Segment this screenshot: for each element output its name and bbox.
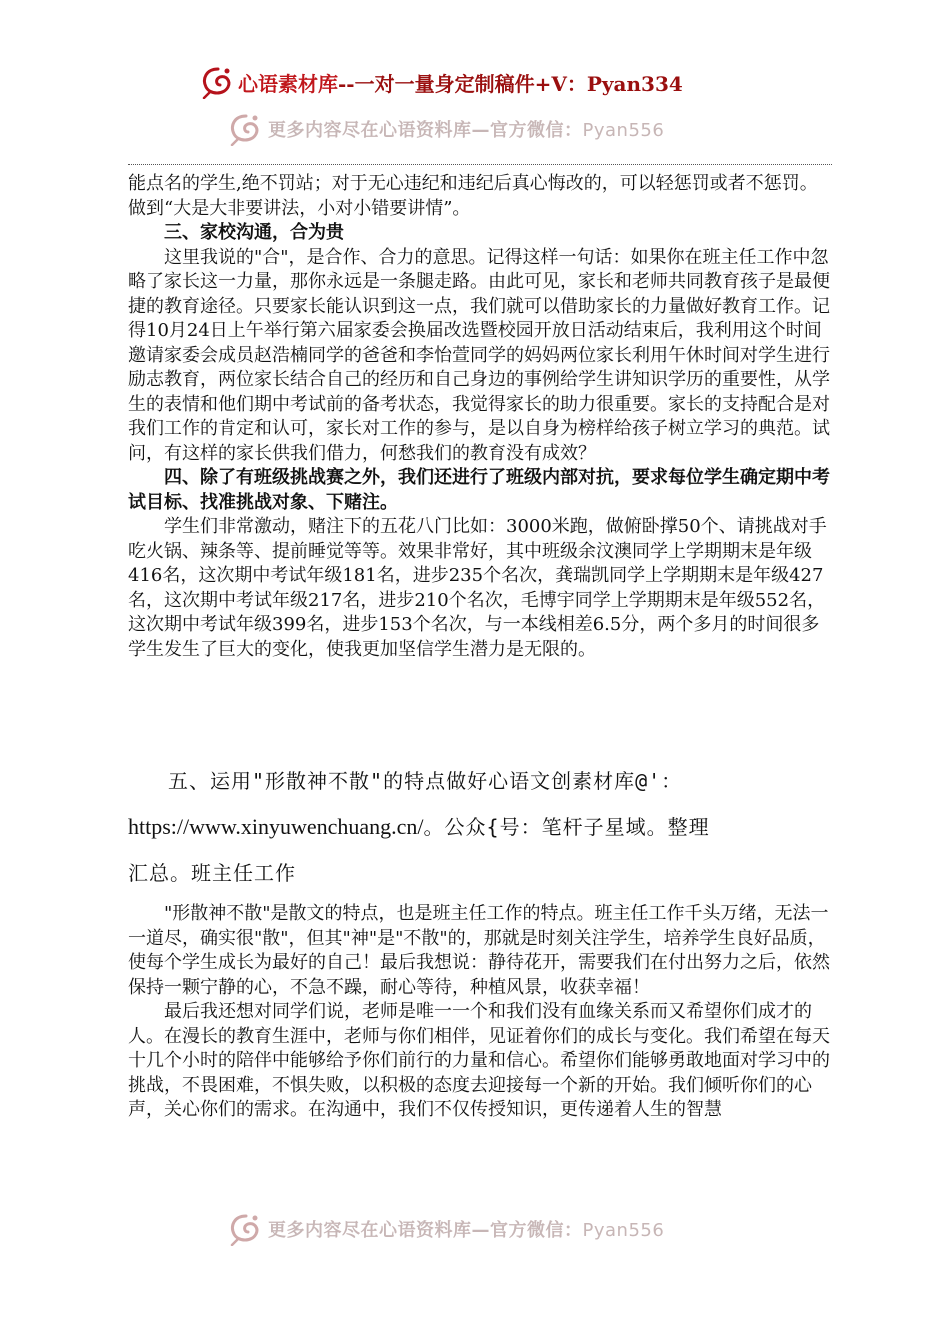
swirl-logo-icon — [200, 65, 236, 99]
article-body — [128, 172, 832, 662]
promo-code: Pyan556 — [582, 120, 665, 141]
swirl-logo-icon — [228, 1212, 264, 1246]
brand-tagline: --一对一量身定制稿件+V：Pyan334 — [338, 71, 683, 96]
source-url-link[interactable]: https://www.xinyuwenchuang.cn/ — [128, 814, 424, 839]
paragraph-3: 学生们非常激动，赌注下的五花八门比如：3000米跑，做俯卧撑50个、请挑战对手吃火锅、辣条等、提前睡觉等等。效果非常好，其中班级余汶澳同学上学期期末是年级416名，这次期中考试年级181名，进步235个名次，龚瑞凯同学上学期期末是年级427名，这次期中考试年级217名，进步210个名次，毛博宇同学上学期期末是年级552名，这次期中考试年级399名，进步153个名次，与一本线相差6.5分，两个多月的时间很多学生发生了巨大的变化，使我更加坚信学生潜力是无限的。 — [128, 516, 827, 660]
footer-promo-code: Pyan556 — [582, 1220, 665, 1241]
paragraph-1: 能点名的学生,绝不罚站；对于无心违纪和违纪后真心悔改的，可以轻惩罚或者不惩罚。做到“大是大非要讲法，小对小错要讲情”。 — [128, 173, 818, 219]
paragraph-4: "形散神不散"是散文的特点，也是班主任工作的特点。班主任工作千头万绪，无法一一道尽，确实很"散"，但其"神"是"不散"的，那就是时刻关注学生，培养学生良好品质，使每个学生成长为最好的自己！最后我想说：静待花开，需要我们在付出努力之后，依然保持一颗宁静的心，不急不躁，耐心等待，种植风景，收获幸福！ — [128, 903, 830, 998]
brand-name: 心语素材库 — [238, 71, 338, 96]
section-heading-5 — [128, 758, 832, 896]
section5-line-3: 汇总。班主任工作 — [128, 861, 296, 885]
section5-line-2-rest: 。公众{号：笔杆子星域。整理 — [423, 815, 710, 839]
section5-line-1: 五、运用"形散神不散"的特点做好心语文创素材库@'： — [168, 769, 683, 793]
promo-label: 更多内容尽在心语资料库—官方微信： — [268, 120, 583, 141]
promo-footer — [228, 1212, 664, 1246]
article-body-continued — [128, 902, 832, 1123]
footer-promo-text — [268, 1216, 664, 1242]
promo-text — [268, 116, 664, 142]
footer-promo-label: 更多内容尽在心语资料库—官方微信： — [268, 1220, 583, 1241]
swirl-logo-icon — [228, 112, 264, 146]
brand-title — [238, 68, 683, 97]
section5-line-2 — [128, 804, 832, 850]
section-heading-3: 三、家校沟通，合为贵 — [164, 222, 344, 243]
brand-header — [200, 64, 683, 100]
paragraph-2: 这里我说的"合"，是合作、合力的意思。记得这样一句话：如果你在班主任工作中忽略了家长这一力量，那你永远是一条腿走路。由此可见，家长和老师共同教育孩子是最便捷的教育途径。只要家长能认识到这一点，我们就可以借助家长的力量做好教育工作。记得10月24日上午举行第六届家委会换届改选暨校园开放日活动结束后，我利用这个时间邀请家委会成员赵浩楠同学的爸爸和李怡萱同学的妈妈两位家长利用午休时间对学生进行励志教育，两位家长结合自己的经历和自己身边的事例给学生讲知识学历的重要性，从学生的表情和他们期中考试前的备考状态，我觉得家长的助力很重要。家长的支持配合是对我们工作的肯定和认可，家长对工作的参与，是以自身为榜样给孩子树立学习的典范。试问，有这样的家长供我们借力，何愁我们的教育没有成效？ — [128, 246, 830, 464]
paragraph-5: 最后我还想对同学们说，老师是唯一一个和我们没有血缘关系而又希望你们成才的人。在漫长的教育生涯中，老师与你们相伴，见证着你们的成长与变化。我们希望在每天十几个小时的陪伴中能够给予你们前行的力量和信心。希望你们能够勇敢地面对学习中的挑战，不畏困难，不惧失败，以积极的态度去迎接每一个新的开始。我们倾听你们的心声，关心你们的需求。在沟通中，我们不仅传授知识，更传递着人生的智慧 — [128, 1001, 830, 1120]
header-divider — [128, 164, 832, 165]
promo-header — [228, 112, 664, 146]
section-heading-4: 四、除了有班级挑战赛之外，我们还进行了班级内部对抗，要求每位学生确定期中考试目标、找准挑战对象、下赌注。 — [128, 467, 830, 513]
